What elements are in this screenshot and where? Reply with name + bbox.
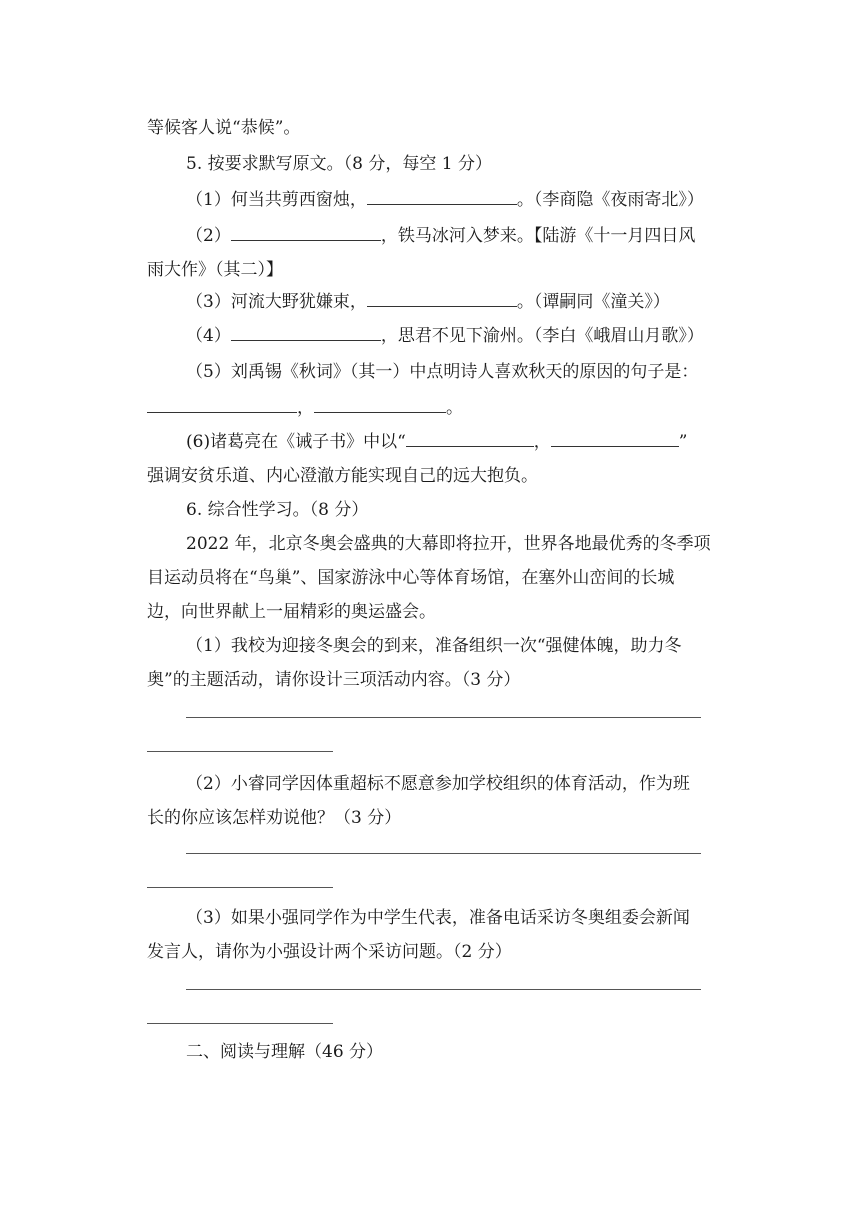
- answer-blank[interactable]: [551, 431, 679, 447]
- prompt-text: （3）河流大野犹嫌束，: [186, 292, 367, 312]
- answer-line[interactable]: [186, 717, 701, 718]
- end-punct: 。: [446, 398, 463, 418]
- prompt-text: (6)诸葛亮在《诫子书》中以“: [186, 432, 406, 452]
- answer-blank[interactable]: [406, 431, 534, 447]
- text-line: 2022 年，北京冬奥会盛典的大幕即将拉开，世界各地最优秀的冬季项: [186, 534, 711, 554]
- answer-line[interactable]: [147, 1023, 333, 1024]
- source-text: 。（谭嗣同《潼关》）: [516, 292, 670, 312]
- answer-line[interactable]: [186, 853, 701, 854]
- answer-blank[interactable]: [231, 225, 381, 241]
- section-2-heading: 二、阅读与理解（46 分）: [186, 1042, 384, 1062]
- question-5-6: [186, 431, 687, 453]
- source-text: 雨大作》（其二）】: [147, 260, 283, 280]
- end-punct: ”: [678, 432, 688, 452]
- prompt-text: （2）: [186, 226, 231, 246]
- question-6-title: 6. 综合性学习。（8 分）: [186, 500, 369, 520]
- question-6-1: （1）我校为迎接冬奥会的到来，准备组织一次“强健体魄，助力冬: [186, 636, 682, 656]
- text-line: 边，向世界献上一届精彩的奥运盛会。: [147, 602, 436, 622]
- answer-blank[interactable]: [367, 291, 517, 307]
- question-6-3: （3）如果小强同学作为中学生代表，准备电话采访冬奥组委会新闻: [186, 908, 690, 928]
- answer-line[interactable]: [186, 989, 701, 990]
- prompt-text: （4）: [186, 326, 231, 346]
- text-line: 等候客人说“恭候”。: [147, 118, 301, 138]
- answer-blank[interactable]: [314, 397, 446, 413]
- answer-line[interactable]: [147, 751, 333, 752]
- answer-blank[interactable]: [147, 397, 297, 413]
- question-6-2: （2）小睿同学因体重超标不愿意参加学校组织的体育活动，作为班: [186, 774, 690, 794]
- question-5-5: （5）刘禹锡《秋词》（其一）中点明诗人喜欢秋天的原因的句子是：: [186, 362, 699, 382]
- text-line: 奥”的主题活动，请你设计三项活动内容。（3 分）: [147, 670, 521, 690]
- question-5-4: [186, 325, 704, 347]
- answer-line[interactable]: [147, 887, 333, 888]
- question-5-5-blanks: [147, 397, 463, 419]
- question-5-2: [186, 225, 695, 247]
- prompt-text: ，铁马冰河入梦来。【陆游《十一月四日风: [380, 226, 696, 246]
- separator: ，: [297, 398, 314, 418]
- prompt-text: （1）何当共剪西窗烛，: [186, 190, 367, 210]
- question-5-3: [186, 291, 670, 313]
- text-line: 强调安贫乐道、内心澄澈方能实现自己的远大抱负。: [147, 466, 538, 486]
- source-text: 。（李商隐《夜雨寄北》）: [516, 190, 704, 210]
- text-line: 长的你应该怎样劝说他？（3 分）: [147, 808, 402, 828]
- separator: ，: [533, 432, 551, 452]
- text-line: 目运动员将在“鸟巢”、国家游泳中心等体育场馆，在塞外山峦间的长城: [147, 568, 675, 588]
- question-5-title: 5. 按要求默写原文。（8 分，每空 1 分）: [186, 154, 492, 174]
- text-line: 发言人，请你为小强设计两个采访问题。（2 分）: [147, 942, 512, 962]
- source-text: ，思君不见下渝州。（李白《峨眉山月歌》）: [380, 326, 704, 346]
- answer-blank[interactable]: [231, 325, 381, 341]
- question-5-1: [186, 189, 704, 211]
- answer-blank[interactable]: [367, 189, 517, 205]
